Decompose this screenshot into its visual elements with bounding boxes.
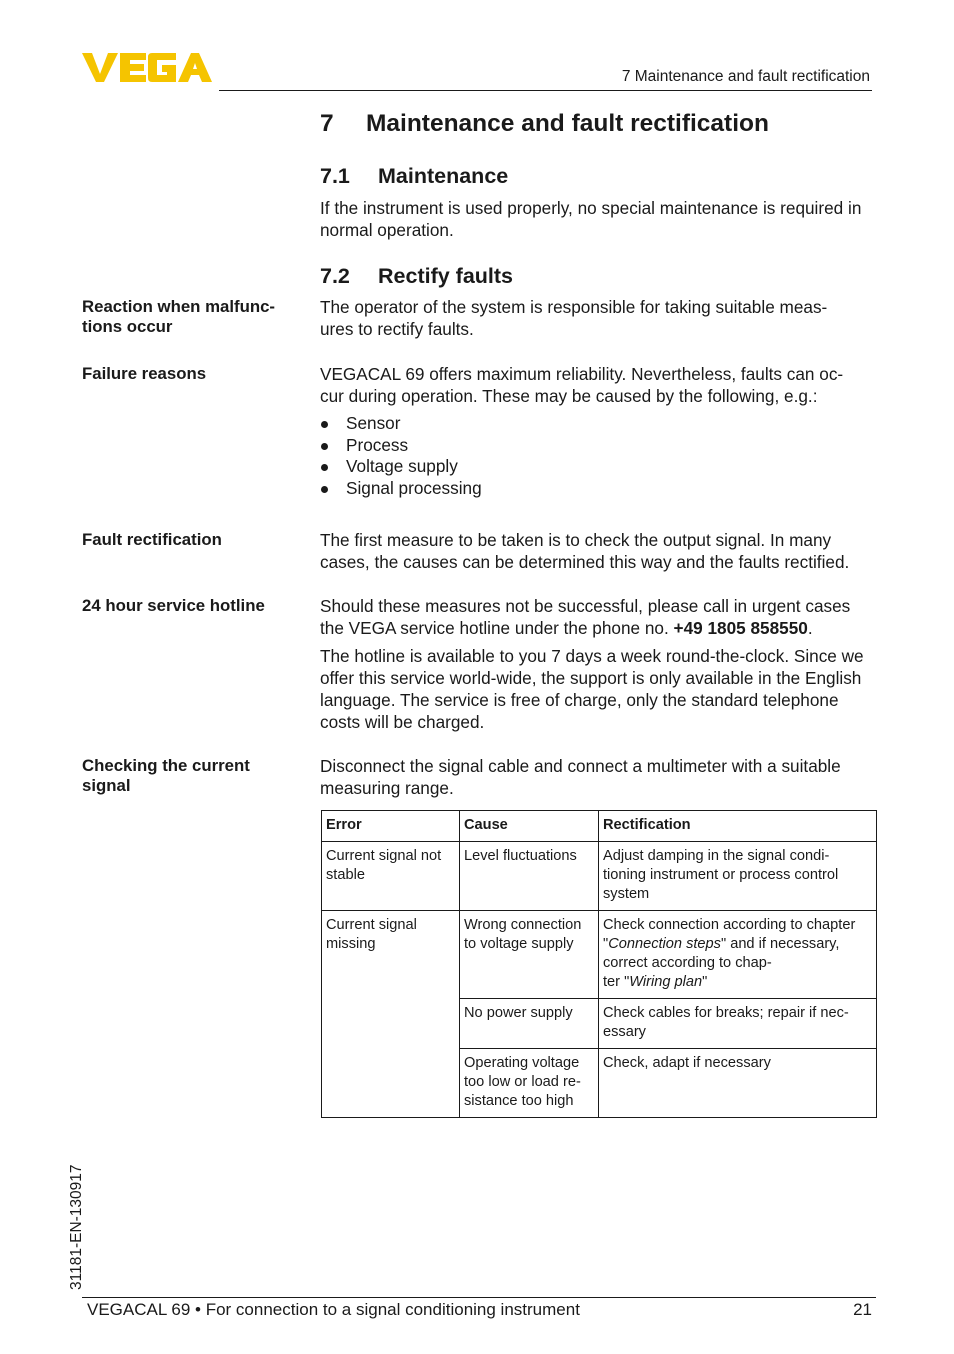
- failure-list: [320, 413, 482, 500]
- section-heading-maintenance: [320, 164, 508, 189]
- document-id: 31181-EN-130917: [68, 1164, 85, 1290]
- table-cell-rectification: Check, adapt if necessary: [599, 1049, 877, 1118]
- page-number: 21: [853, 1300, 872, 1319]
- list-item: Sensor: [320, 413, 482, 435]
- table-cell-rectification: [599, 911, 877, 999]
- fix-chapter-ref: Wiring plan: [629, 974, 703, 990]
- vega-logo: [82, 50, 212, 84]
- table-cell-cause: Wrong connection to voltage supply: [460, 911, 599, 999]
- table-cell-error: Current signal not stable: [322, 842, 460, 911]
- list-item: Process: [320, 435, 482, 457]
- table-header-error: Error: [322, 811, 460, 842]
- fix-text: " and if necessary, correct according to chap- ter ": [603, 936, 840, 990]
- footer-title: VEGACAL 69 • For connection to a signal conditioning instrument: [87, 1300, 580, 1319]
- fix-text: ": [702, 974, 708, 990]
- margin-label-reaction: Reaction when malfunc- tions occur: [82, 297, 276, 336]
- margin-label-failure: Failure reasons: [82, 364, 207, 383]
- table-cell-error: Current signal missing: [322, 911, 460, 1118]
- section-number: 7.2: [320, 264, 350, 288]
- section-number: 7.1: [320, 164, 350, 188]
- hotline-phone: +49 1805 858550: [673, 618, 808, 638]
- table-header-cause: Cause: [460, 811, 599, 842]
- section-title: Rectify faults: [378, 264, 514, 288]
- table-cell-rectification: Check cables for breaks; repair if nec- essary: [599, 999, 877, 1049]
- chapter-heading: [320, 110, 769, 138]
- table-cell-cause: Operating voltage too low or load re- sistance too high: [460, 1049, 599, 1118]
- margin-label-checking: Checking the current signal: [82, 756, 250, 795]
- running-header: 7 Maintenance and fault rectification: [621, 68, 870, 85]
- header-rule: [219, 90, 872, 91]
- list-item: Signal processing: [320, 478, 482, 500]
- fault-table: [321, 810, 877, 1118]
- list-item: Voltage supply: [320, 456, 482, 478]
- fix-chapter-ref: Connection steps: [608, 936, 721, 952]
- chapter-number: 7: [320, 110, 334, 137]
- table-row: [322, 842, 877, 911]
- hotline-sentence: Should these measures not be successful, please call in urgent cases the VEGA service hotline under the phone no.: [320, 596, 851, 638]
- table-cell-cause: No power supply: [460, 999, 599, 1049]
- fix-text: Check connection according to chapter ": [603, 917, 856, 952]
- table-header-rectification: Rectification: [599, 811, 877, 842]
- failure-text: VEGACAL 69 offers maximum reliability. Nevertheless, faults can oc- cur during operation. These may be caused by the following, e.g.:: [320, 364, 844, 406]
- section-heading-rectify: [320, 264, 513, 289]
- margin-label-fault: Fault rectification: [82, 530, 222, 549]
- footer-rule: [82, 1297, 876, 1298]
- hotline-text: [320, 595, 876, 639]
- section-title: Maintenance: [378, 164, 509, 188]
- hotline-period: .: [807, 618, 813, 638]
- table-cell-cause: Level fluctuations: [460, 842, 599, 911]
- reaction-text: The operator of the system is responsible for taking suitable meas- ures to rectify faults.: [320, 297, 828, 339]
- table-row: [322, 911, 877, 999]
- maintenance-text: If the instrument is used properly, no special maintenance is required in normal operation.: [320, 198, 862, 240]
- table-header-row: [322, 811, 877, 842]
- table-cell-rectification: Adjust damping in the signal condi- tioning instrument or process control system: [599, 842, 877, 911]
- chapter-title: Maintenance and fault rectification: [366, 110, 769, 137]
- hotline-availability-text: The hotline is available to you 7 days a week round-the-clock. Since we offer this service world-wide, the support is only available in the English language. The service is free of charge, only the standard telephone costs will be charged.: [320, 646, 864, 732]
- fault-text: The first measure to be taken is to check the output signal. In many cases, the causes can be determined this way and the faults rectified.: [320, 530, 850, 572]
- checking-text: Disconnect the signal cable and connect a multimeter with a suitable measuring range.: [320, 756, 841, 798]
- margin-label-hotline: 24 hour service hotline: [82, 596, 265, 615]
